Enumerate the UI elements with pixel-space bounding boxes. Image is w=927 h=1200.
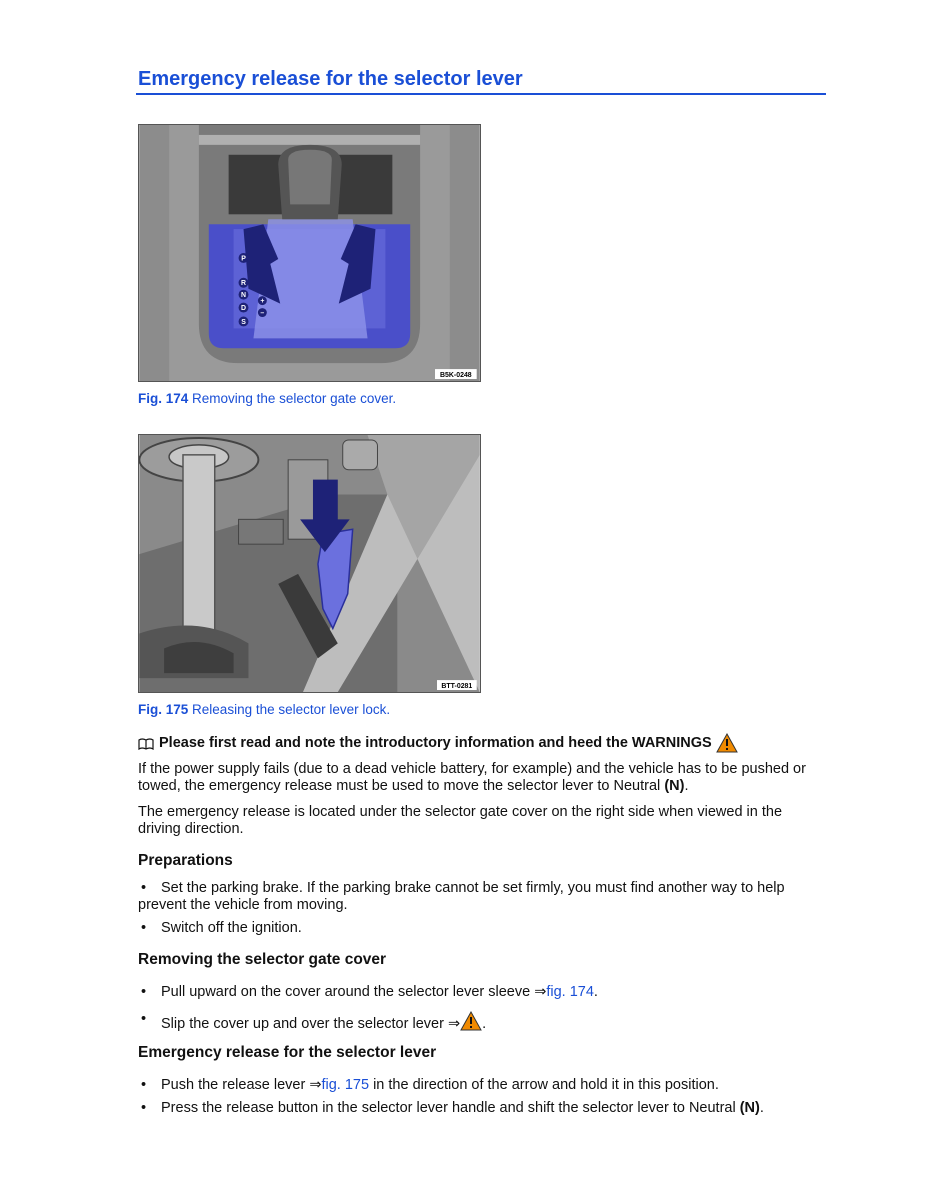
figure-175-caption [138,702,390,717]
svg-text:R: R [241,280,247,288]
intro-line [138,733,828,753]
svg-text:D: D [241,305,247,313]
arrow-symbol: ⇒ [309,1077,322,1093]
bullet-dot: • [141,920,147,936]
list-item: • Press the release button in the selector lever handle and shift the selector lever to Neutral (N). [141,1100,764,1116]
bullet-dot: • [141,984,147,1000]
figure-174-number: Fig. 174 [138,391,189,406]
warning-triangle-icon[interactable] [716,733,738,753]
figure-175-code: BTT-0281 [441,683,473,691]
arrow-symbol: ⇒ [534,984,547,1000]
book-icon [138,738,154,750]
figure-175-caption-text: Releasing the selector lever lock. [192,702,391,717]
figure-174-code: B5K-0248 [440,372,472,380]
figure-175-image [138,434,481,693]
figure-174-image [138,124,481,382]
link-fig-174[interactable]: fig. 174 [546,984,594,1000]
arrow-symbol: ⇒ [447,1016,461,1032]
release-lever-illustration [139,435,480,692]
figure-174-caption [138,391,396,406]
figure-175-number: Fig. 175 [138,702,189,717]
bullet-dot: • [141,880,147,896]
bullet-dot: • [141,1100,147,1116]
svg-text:S: S [241,318,246,326]
intro-text: Please first read and note the introductory information and heed the WARNINGS [159,734,712,751]
heading-removing-cover: Removing the selector gate cover [138,951,387,968]
heading-emergency-release: Emergency release for the selector lever [138,1044,437,1061]
heading-preparations: Preparations [138,852,233,869]
list-item: • Switch off the ignition. [141,920,302,936]
list-item: • Pull upward on the cover around the selector lever sleeve ⇒fig. 174. [141,984,598,1000]
neutral-bold: (N) [739,1100,760,1116]
svg-text:+: + [260,298,265,306]
page-title: Emergency release for the selector lever [138,68,523,90]
paragraph-location: The emergency release is located under the selector gate cover on the right side when viewed in the driving direction. [138,804,783,837]
svg-text:N: N [241,292,247,300]
list-item: • Set the parking brake. If the parking brake cannot be set firmly, you must find another way to help prevent the vehicle from moving. [138,880,785,913]
bullet-dot: • [141,1011,147,1027]
title-underline [136,93,826,95]
neutral-bold: (N) [664,778,685,794]
list-item: • Slip the cover up and over the selector lever ⇒ . [141,1011,487,1032]
paragraph-power-failure: If the power supply fails (due to a dead vehicle battery, for example) and the vehicle has to be pushed or towed, the emergency release must be used to move the selector lever to Neutral (N). [138,761,806,794]
bullet-dot: • [141,1077,147,1093]
figure-174-caption-text: Removing the selector gate cover. [192,391,397,406]
warning-triangle-icon[interactable] [460,1011,482,1031]
selector-gate-illustration [139,125,480,381]
svg-text:P: P [241,255,246,263]
link-fig-175[interactable]: fig. 175 [321,1077,370,1093]
list-item: • Push the release lever ⇒fig. 175 in the direction of the arrow and hold it in this position. [141,1077,719,1093]
svg-text:–: – [260,310,265,318]
